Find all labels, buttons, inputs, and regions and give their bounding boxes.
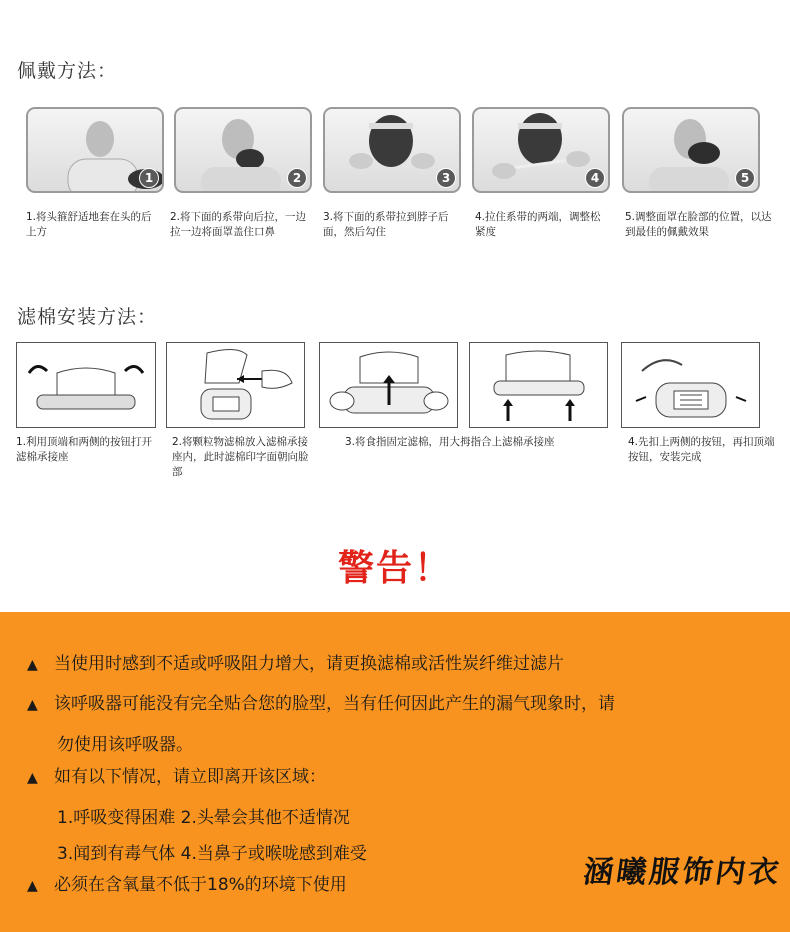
wearing-step-1-photo: [26, 107, 164, 193]
wearing-step-5-photo: [622, 107, 760, 193]
wearing-step-5-caption: 5.调整面罩在脸部的位置，以达到最佳的佩戴效果: [625, 211, 772, 238]
wearing-step-3-photo: [323, 107, 461, 193]
filter-step-1-illustration: [16, 342, 156, 428]
filter-step-3-illustration: [319, 342, 458, 428]
triangle-bullet-icon: ▲: [27, 697, 38, 713]
warning-item-3-sub-1: 1.呼吸变得困难 2.头晕会其他不适情况: [57, 808, 350, 828]
wearing-step-4-caption: 4.拉住系带的两端，调整松紧度: [475, 211, 601, 238]
filter-step-2-illustration: [166, 342, 305, 428]
filter-step-3-caption: 3.将食指固定滤棉，用大拇指合上滤棉承接座: [345, 436, 555, 448]
triangle-bullet-icon: ▲: [27, 657, 38, 673]
warning-title: 警告！: [337, 548, 452, 589]
wearing-step-4-photo: [472, 107, 610, 193]
step-number-badge: 5: [735, 168, 755, 188]
warning-item-2: ▲ 该呼吸器可能没有完全贴合您的脸型，当有任何因此产生的漏气现象时，请: [27, 694, 615, 714]
wearing-step-3-caption: 3.将下面的系带拉到脖子后面，然后勾住: [323, 211, 449, 238]
step-number-badge: 3: [436, 168, 456, 188]
step-number-badge: 4: [585, 168, 605, 188]
wearing-step-2-photo: [174, 107, 312, 193]
warning-item-3: ▲ 如有以下情况，请立即离开该区域：: [27, 767, 326, 787]
wearing-title: 佩戴方法：: [17, 60, 118, 82]
warning-item-1: ▲ 当使用时感到不适或呼吸阻力增大，请更换滤棉或活性炭纤维过滤片: [27, 654, 564, 674]
filter-title: 滤棉安装方法：: [17, 306, 158, 328]
step-number-badge: 2: [287, 168, 307, 188]
warning-item-4: ▲ 必须在含氧量不低于18%的环境下使用: [27, 875, 347, 895]
warning-item-2-continuation: 勿使用该呼吸器。: [57, 735, 193, 755]
filter-step-1-caption: 1.利用顶端和两侧的按钮打开滤棉承接座: [16, 436, 153, 463]
filter-step-5-illustration: [621, 342, 760, 428]
filter-step-4-illustration: [469, 342, 608, 428]
triangle-bullet-icon: ▲: [27, 770, 38, 786]
filter-step-2-caption: 2.将颗粒物滤棉放入滤棉承接座内，此时滤棉印字面朝向脸部: [172, 436, 309, 478]
step-number-badge: 1: [139, 168, 159, 188]
warning-item-3-sub-2: 3.闻到有毒气体 4.当鼻子或喉咙感到难受: [57, 844, 367, 864]
triangle-bullet-icon: ▲: [27, 878, 38, 894]
filter-step-4-caption: 4.先扣上两侧的按钮，再扣顶端按钮，安装完成: [628, 436, 775, 463]
brand-watermark: 涵曦服饰内衣: [581, 855, 784, 890]
wearing-step-2-caption: 2.将下面的系带向后拉，一边拉一边将面罩盖住口鼻: [170, 211, 307, 238]
wearing-step-1-caption: 1.将头箍舒适地套在头的后上方: [26, 211, 152, 238]
